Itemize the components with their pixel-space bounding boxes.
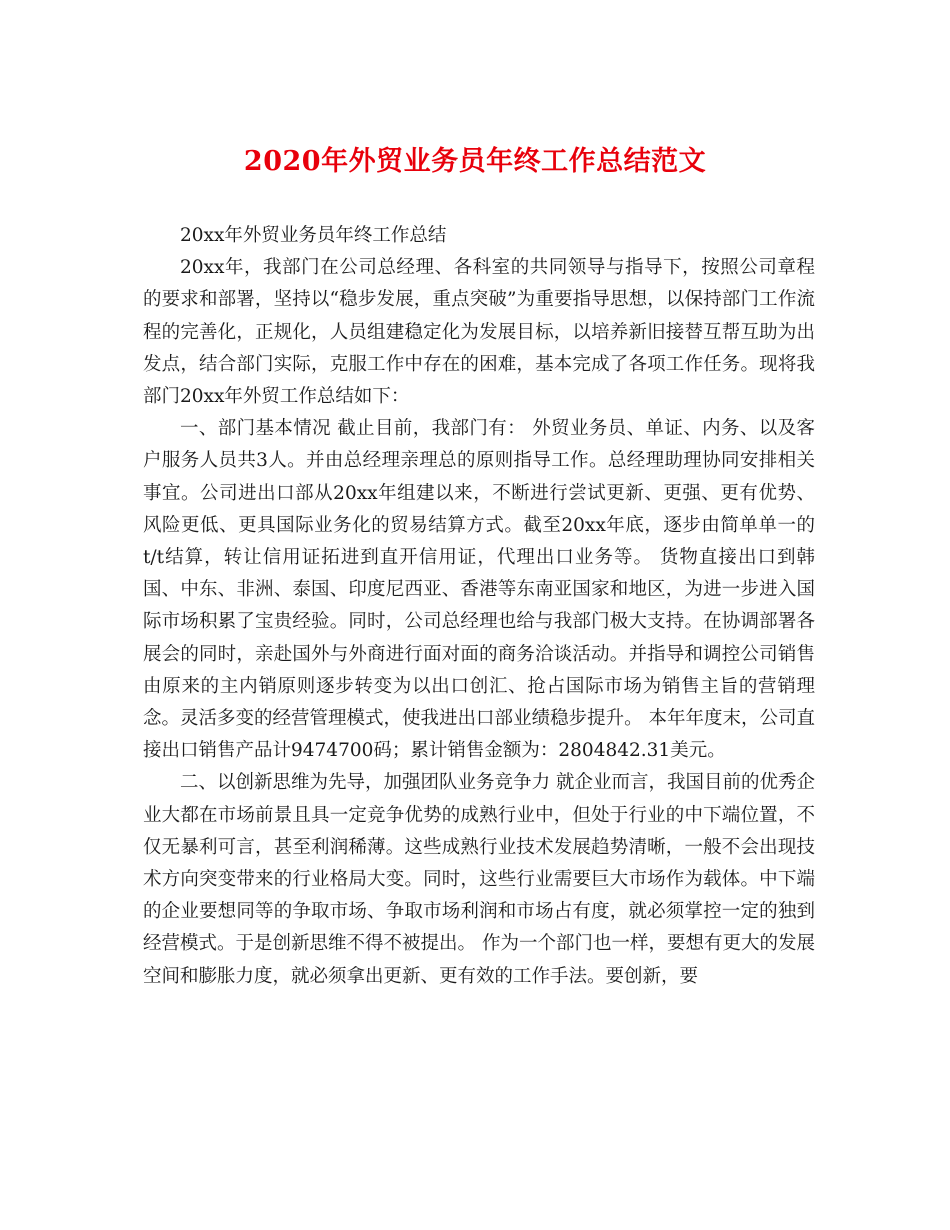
document-body bbox=[143, 220, 815, 993]
document-title: 2020年外贸业务员年终工作总结范文 bbox=[243, 146, 707, 177]
paragraph-subtitle: 20xx年外贸业务员年终工作总结 bbox=[180, 225, 447, 246]
paragraph-intro: 20xx年，我部门在公司总经理、各科室的共同领导与指导下，按照公司章程的要求和部署，坚持以“稳步发展，重点突破”为重要指导思想，以保持部门工作流程的完善化，正规化，人员组建稳定化为发展目标，以培养新旧接替互帮互助为出发点，结合部门实际，克服工作中存在的困难，基本完成了各项工作任务。现将我部门20xx年外贸工作总结如下： bbox=[143, 257, 815, 408]
paragraph-section-2: 二、以创新思维为先导，加强团队业务竞争力 就企业而言，我国目前的优秀企业大都在市场前景且具一定竞争优势的成熟行业中，但处于行业的中下端位置，不仅无暴利可言，甚至利润稀薄。这些成熟行业技术发展趋势清晰，一般不会出现技术方向突变带来的行业格局大变。同时，这些行业需要巨大市场作为载体。中下端的企业要想同等的争取市场、争取市场利润和市场占有度，就必须掌控一定的独到经营模式。于是创新思维不得不被提出。 作为一个部门也一样，要想有更大的发展空间和膨胀力度，就必须拿出更新、更有效的工作手法。要创新，要 bbox=[143, 772, 815, 987]
paragraph-section-1: 一、部门基本情况 截止目前，我部门有： 外贸业务员、单证、内务、以及客户服务人员共3人。并由总经理亲理总的原则指导工作。总经理助理协同安排相关事宜。公司进出口部从20xx年组建以来，不断进行尝试更新、更强、更有优势、风险更低、更具国际业务化的贸易结算方式。截至20xx年底，逐步由简单单一的t/t结算，转让信用证拓进到直开信用证，代理出口业务等。 货物直接出口到韩国、中东、非洲、泰国、印度尼西亚、香港等东南亚国家和地区，为进一步进入国际市场积累了宝贵经验。同时，公司总经理也给与我部门极大支持。在协调部署各展会的同时，亲赴国外与外商进行面对面的商务洽谈活动。并指导和调控公司销售由原来的主内销原则逐步转变为以出口创汇、抢占国际市场为销售主旨的营销理念。灵活多变的经营管理模式，使我进出口部业绩稳步提升。 本年年度末，公司直接出口销售产品计9474700码；累计销售金额为：2804842.31美元。 bbox=[143, 418, 815, 762]
